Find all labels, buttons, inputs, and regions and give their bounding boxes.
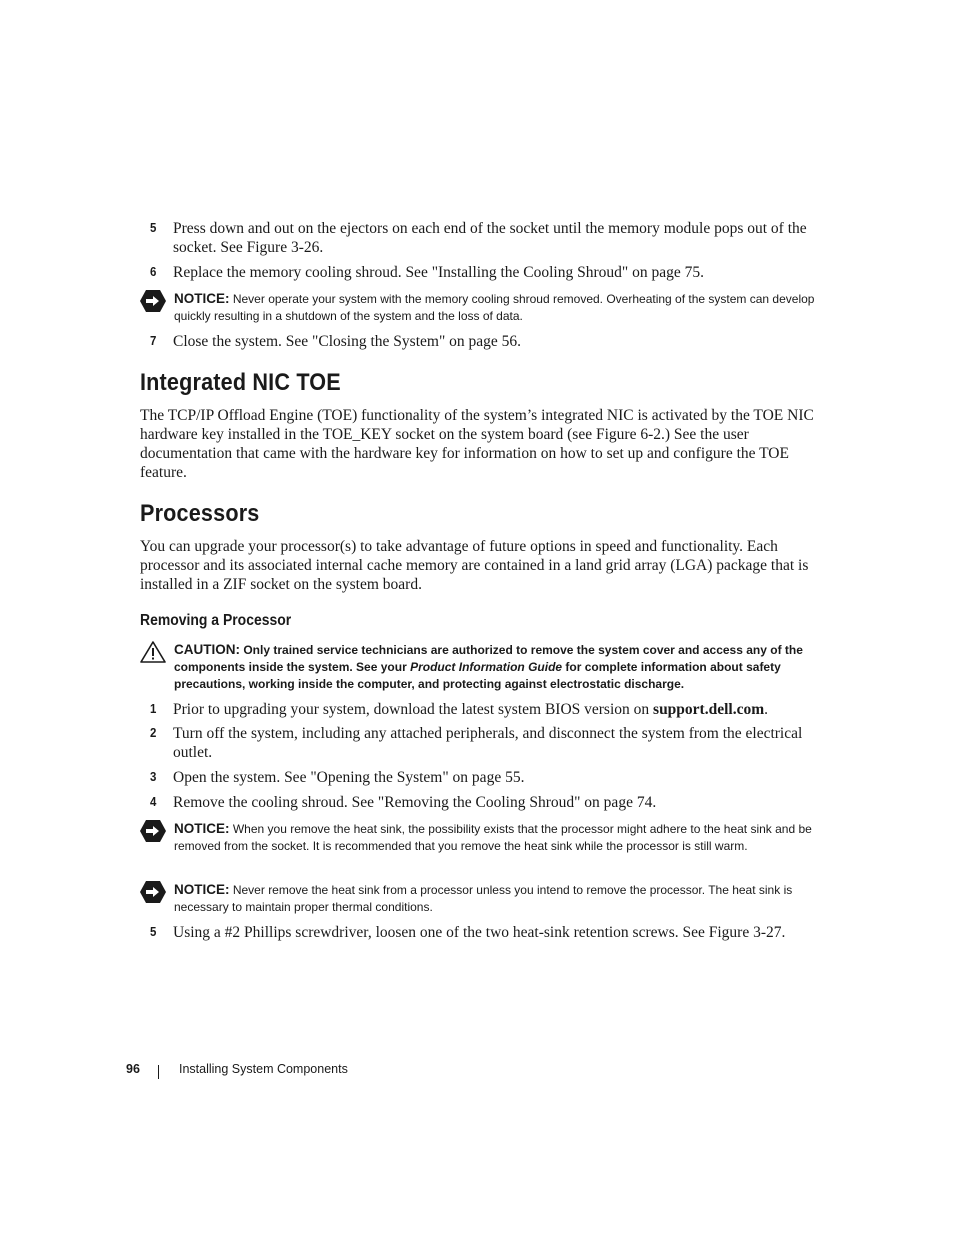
section-heading-processors: Processors bbox=[140, 500, 260, 527]
footer-divider bbox=[158, 1065, 159, 1079]
step-number: 2 bbox=[150, 725, 157, 740]
notice-text: Never remove the heat sink from a processor unless you intend to remove the processor. The heat sink is necessary to maintain proper thermal conditions. bbox=[174, 883, 793, 915]
caution-guide-title: Product Information Guide bbox=[410, 660, 563, 675]
caution-triangle-icon bbox=[140, 641, 166, 663]
caution-text: Only trained service technicians are authorized to remove the system cover and access any of the components inside the system. See your bbox=[174, 643, 803, 675]
section-body-nic-toe: The TCP/IP Offload Engine (TOE) functionality of the system’s integrated NIC is activated by the TOE NIC hardware key installed in the TOE_KEY socket on the system board (see Figure 6-2.) See the user documentation that came with the hardware key for information on how to set up and configure the TOE feature. bbox=[140, 407, 814, 481]
notice-arrow-icon bbox=[140, 290, 166, 312]
subsection-heading-removing-processor: Removing a Processor bbox=[140, 612, 292, 629]
step-text: Remove the cooling shroud. See "Removing the Cooling Shroud" on page 74. bbox=[173, 794, 657, 811]
step-text-end: . bbox=[764, 701, 768, 718]
section-heading-nic-toe: Integrated NIC TOE bbox=[140, 369, 341, 396]
step-number: 5 bbox=[150, 220, 157, 235]
notice-label: NOTICE: bbox=[174, 291, 230, 306]
section-body-processors: You can upgrade your processor(s) to take advantage of future options in speed and functionality. Each processor and its associated internal cache memory are contained in a land grid array (LGA) package that is installed in a ZIF socket on the system board. bbox=[140, 538, 809, 593]
step-text: Press down and out on the ejectors on each end of the socket until the memory module pops out of the socket. See Figure 3-26. bbox=[173, 220, 807, 256]
step-text: Close the system. See "Closing the System" on page 56. bbox=[173, 333, 522, 350]
step-text: Turn off the system, including any attached peripherals, and disconnect the system from the electrical outlet. bbox=[173, 725, 803, 761]
notice-label: NOTICE: bbox=[174, 821, 230, 836]
step-number: 6 bbox=[150, 264, 157, 279]
step-text: Open the system. See "Opening the System" on page 55. bbox=[173, 769, 525, 786]
step-text: Using a #2 Phillips screwdriver, loosen one of the two heat-sink retention screws. See Figure 3-27. bbox=[173, 924, 786, 941]
step-number: 3 bbox=[150, 769, 157, 784]
step-number: 5 bbox=[150, 924, 157, 939]
step-number: 7 bbox=[150, 333, 157, 348]
step-text: Replace the memory cooling shroud. See "Installing the Cooling Shroud" on page 75. bbox=[173, 264, 704, 281]
support-link[interactable]: support.dell.com bbox=[653, 701, 765, 718]
caution-label: CAUTION: bbox=[174, 642, 240, 657]
caution-text-continued: for complete information about safety precautions, working inside the computer, and protecting against electrostatic discharge. bbox=[174, 660, 781, 692]
notice-text: When you remove the heat sink, the possibility exists that the processor might adhere to the heat sink and be removed from the socket. It is recommended that you remove the heat sink while the processor is still warm. bbox=[174, 822, 812, 854]
step-number: 4 bbox=[150, 794, 157, 809]
footer-section-title: Installing System Components bbox=[179, 1062, 348, 1076]
step-text: Prior to upgrading your system, download the latest system BIOS version on bbox=[173, 701, 650, 718]
notice-text: Never operate your system with the memory cooling shroud removed. Overheating of the system can develop quickly resulting in a shutdown of the system and the loss of data. bbox=[174, 292, 815, 324]
page-number: 96 bbox=[126, 1062, 140, 1076]
step-number: 1 bbox=[150, 701, 157, 716]
notice-arrow-icon bbox=[140, 881, 166, 903]
notice-arrow-icon bbox=[140, 820, 166, 842]
notice-label: NOTICE: bbox=[174, 882, 230, 897]
